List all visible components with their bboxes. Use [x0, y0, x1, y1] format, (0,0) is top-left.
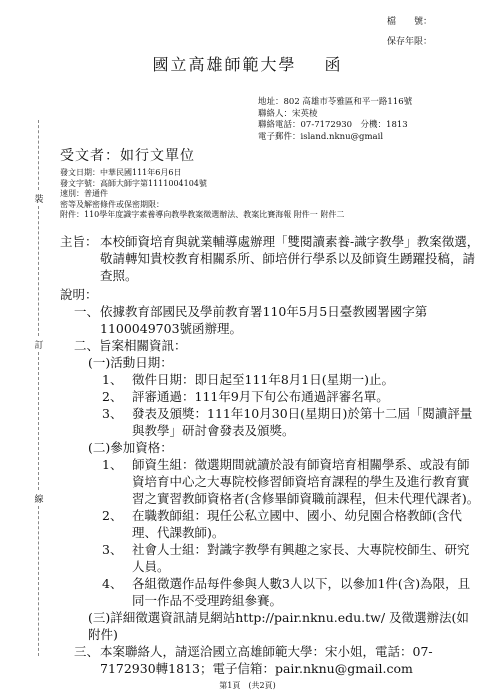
org-name: 國立高雄師範大學 [152, 55, 297, 74]
qual-item-3-no: 3、 [102, 542, 123, 557]
margin-dash [38, 206, 39, 336]
document-title [0, 52, 495, 75]
date-item-2-text: 評審通過：111年9月下旬公布通過評審名單。 [132, 389, 389, 404]
date-item-2 [60, 388, 480, 405]
attachments: 附件：110學年度識字素養導向教學教案徵選辦法、教案比賽海報 附件一 附件二 [60, 210, 345, 219]
date-item-2-no: 2、 [102, 389, 123, 404]
date-item-3-text: 發表及頒獎：111年10月30日(星期日)於第十二屆「閱讀評量與教學」研討會發表及頒獎。 [132, 406, 473, 438]
secrecy: 密等及解密條件或保密期限： [60, 199, 164, 209]
subject-text: 本校師資培育與就業輔導處辦理「雙閱讀素養-識字教學」教案徵選，敬請轉知貴校教育相關系所、師培併行學系以及師資生踴躍投稿，請查照。 [100, 234, 480, 283]
margin-zhuang: 裝 [34, 195, 44, 205]
item-three-no: 三、 [74, 644, 100, 659]
qual-item-3-text: 社會人士組：對識字教學有興趣之家長、大專院校師生、研究人員。 [132, 542, 470, 574]
issue-number: 發文字號：高師大師字第1111004104號 [60, 178, 207, 188]
margin-dash [38, 120, 39, 190]
item-three-text: 本案聯絡人，請逕洽國立高雄師範大學：宋小姐，電話：07-7172930轉1813；電子信箱：pair.nknu@gmail.com [100, 644, 433, 676]
contact-phone: 聯絡電話：07-7172930 分機：1813 [258, 120, 408, 130]
qual-item-1-text: 師資生組：徵選期間就讀於設有師資培育相關學系、或設有師資培育中心之大專院校修習師資培育課程的學生及進行教育實習之實習教師資格者(含修畢師資職前課程，但未代理代課者)。 [132, 457, 480, 506]
item-two: 二、旨案相關資訊： [74, 338, 187, 353]
issue-date: 發文日期：中華民國111年6月6日 [60, 168, 182, 177]
contact-person: 聯絡人：宋英棱 [258, 108, 318, 119]
margin-ding: 訂 [34, 341, 44, 351]
item-three [60, 643, 480, 677]
date-item-1-text: 徵件日期：即日起至111年8月1日(星期一)止。 [132, 372, 395, 387]
item-one [60, 303, 480, 337]
item-two-3: (三)詳細徵選資訊請見網站http://pair.nknu.edu.tw/ 及徵選辦法(如附件) [88, 610, 469, 642]
qual-item-2-text: 在職教師組：現任公私立國中、國小、幼兒園合格教師(含代理、代課教師)。 [132, 508, 462, 540]
item-two-2: (二)參加資格： [88, 440, 173, 455]
margin-dash [38, 506, 39, 656]
qual-item-4-text: 各組徵選作品每件參與人數3人以下，以參加1件(含)為限，且同一作品不受理跨組參賽。 [132, 576, 471, 608]
qual-item-2-no: 2、 [102, 508, 123, 523]
recipient: 受文者：如行文單位 [60, 148, 195, 164]
contact-address: 地址：802 高雄市苓雅區和平一路116號 [258, 97, 413, 107]
qual-item-1 [60, 456, 480, 507]
qual-item-3 [60, 541, 480, 575]
file-meta-fields [387, 12, 432, 52]
explain-label: 說明： [60, 287, 98, 302]
margin-xian: 線 [34, 495, 44, 505]
speed: 速別：普通件 [60, 189, 108, 198]
file-number-label: 檔 號： [386, 17, 432, 27]
contact-block [258, 97, 412, 143]
date-item-1 [60, 371, 480, 388]
issue-meta [60, 168, 344, 221]
binding-margin [0, 0, 60, 700]
margin-dash [38, 352, 39, 490]
contact-email: 電子郵件：island.nknu@gmail [258, 131, 384, 142]
item-one-text: 依據教育部國民及學前教育署110年5月5日臺教國署國字第1100049703號函辦理。 [100, 304, 428, 336]
retention-label: 保存年限： [386, 37, 432, 47]
qual-item-4-no: 4、 [102, 576, 123, 591]
subject-label: 主旨： [60, 234, 98, 249]
qual-item-4 [60, 575, 480, 609]
date-item-3 [60, 405, 480, 439]
document-body [60, 233, 480, 677]
page-footer: 第1頁 (共2頁) [219, 681, 276, 690]
date-item-1-no: 1、 [102, 372, 123, 387]
item-two-1: (一)活動日期： [88, 355, 173, 370]
subject-paragraph [60, 233, 480, 284]
qual-item-1-no: 1、 [102, 457, 123, 472]
date-item-3-no: 3、 [102, 406, 123, 421]
doc-type: 函 [324, 55, 343, 74]
item-one-no: 一、 [74, 304, 100, 319]
qual-item-2 [60, 507, 480, 541]
